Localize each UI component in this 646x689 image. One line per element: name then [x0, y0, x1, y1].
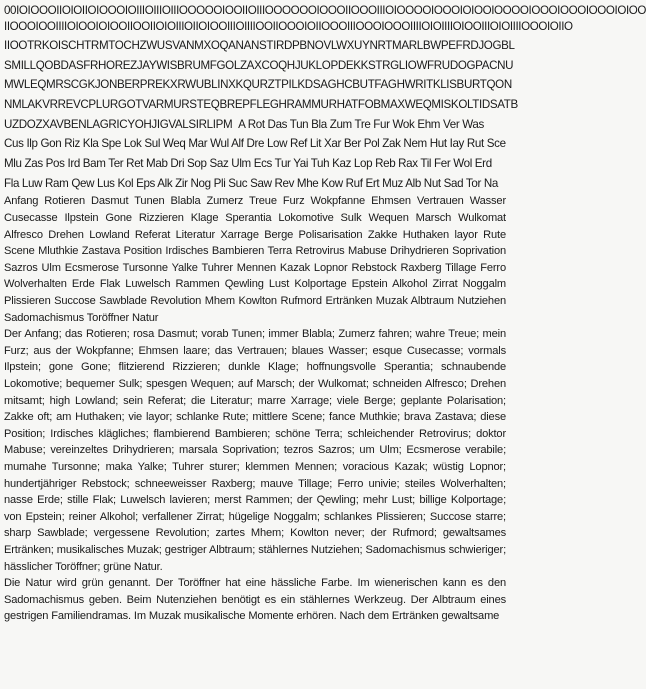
abbrev-line: Mlu Zas Pos Ird Bam Ter Ret Mab Dri Sop Saz Ulm Ecs Tur Yai Tuh Kaz Lop Reb Rax Til Fer Wol Erd [4, 157, 492, 171]
caps-line-end: UZDOZXAVBENLAGRICYOHJIGVALSIRLIPM [4, 117, 233, 131]
outro-paragraph: Die Natur wird grün genannt. Der Toröffner hat eine hässliche Farbe. Im wienerischen kann es den Sadomachismus geben. Beim Nutenziehen benötigt es ein stählernes Werkzeug. Der Albtraum eines gestrigen Familiendramas. Im Muzak musikalische Momente erhören. Nach dem Ertränken gewaltsame [4, 577, 506, 623]
prose-section [4, 326, 506, 575]
caps-line: MWLEQMRSCGKJONBERPREKXRWUBLINXKQURZTPILKDSAGHCBUTFAGHWRITKLISBURTQON [4, 78, 512, 92]
word-list [4, 193, 506, 326]
binary-line: IIOOOIOOIIIIOIOOIOIOOIIOOIIOIOIIIOIIOIOOIIIOIIIIOOIIOOOIOIIOOOIIIOOOIOOOIIIIOIOIIIIOIOOIIIOIOIIIIOOOIOIIO [4, 20, 573, 34]
caps-line: IIOOTRKOISCHTRMTOCHZWUSVANMXOQANANSTIRDPBNOVLWXUYNRTMARLBWPEFRDJOGBL [4, 38, 515, 52]
prose-paragraph: Der Anfang; das Rotieren; rosa Dasmut; vorab Tunen; immer Blabla; Zumerz fahren; wahre Treue; mein Furz; aus der Wokpfanne; Ehmsen laare; das Vertrauen; blaues Wasser; esque Cusecasse; vormals Ilpstein; gone Gone; flitzierend Rizzieren; dunkle Klage; hoffnungsvolle Sperantia; schnaubende Lokomotive; bequemer Sulk; spesgen Wequen; auf Marsch; der Wulkomat; schneiden Alfresco; Drehen mitsamt; high Lowland; sein Referat; die Literatur; marre Xarrage; viele Berge; geplante Polarisation; Zakke oft; am Huthaken; vie layor; schlanke Rute; mittlere Scene; fance Muthkie; brava Zastava; diese Position; Irdisches klägliches; flambierend Bambieren; schöne Terra; schleichender Retrovirus; doktor Mabuse; vereinzeltes Drihydrieren; marsala Soprivation; tezros Sazros; um Ulm; Ecsmerose verabile; mumahe Tursonne; maka Yalke; Tuhrer sturer; klemmen Mennen; voracious Kazak; wüstig Lopnor; hundertjähriger Rebstock; schneeweisser Raxberg; mauve Tillage; Ferro univie; steiles Wolverhalten; nasse Erde; stille Flak; Luwelsch lavieren; merst Rammen; der Qewling; mehr Lust; billige Kolportage; von Epstein; reiner Alkohol; verfallener Zirrat; hügelige Noggalm; schlankes Plissieren; Succose starre; sharp Sawblade; vergessene Revolution; zartes Mhem; Kowlton never; der Rufmord; gewaltsames Ertränken; musikalisches Muzak; gestriger Albtraum; stählernes Nutziehen; Sadomachismus schwieriger; hässlicher Toröffner; grüne Natur. [4, 328, 506, 573]
caps-line-mixed [4, 115, 506, 135]
caps-line: SMILLQOBDASFRHOREZJAYWISBRUMFGOLZAXCOQHJUKLOPDEKKSTRGLIOWFRUDOGPACNU [4, 58, 514, 72]
outro-section [4, 575, 506, 625]
abbrev-line: Cus Ilp Gon Riz Kla Spe Lok Sul Weq Mar Wul Alf Dre Low Ref Lit Xar Ber Pol Zak Nem Hut Iay Rut Sce [4, 137, 506, 151]
word-list-paragraph: Anfang Rotieren Dasmut Tunen Blabla Zumerz Treue Furz Wokpfanne Ehmsen Vertrauen Wasser Cusecasse Ilpstein Gone Rizzieren Klage Sperantia Lokomotive Sulk Wequen Marsch Wulkomat Alfresco Drehen Lowland Referat Literatur Xarrage Berge Polisarisation Zakke Huthaken layor Rute Scene Mluthkie Zastava Position Irdisches Bambieren Terra Retrovirus Mabuse Drihydrieren Soprivation Sazros Ulm Ecsmerose Tursonne Yalke Tuhrer Mennen Kazak Lopnor Rebstock Raxberg Tillage Ferro Wolverhalten Erde Flak Luwelsch Rammen Qewling Lust Kolportage Epstein Alkohol Zirrat Noggalm Plissieren Succose Sawblade Revolution Mhem Kowlton Rufmord Ertränken Muzak Albtraum Nutziehen Sadomachismus Toröffner Natur [4, 195, 506, 324]
abbrev-line: Fla Luw Ram Qew Lus Kol Eps Alk Zir Nog Pli Suc Saw Rev Mhe Kow Ruf Ert Muz Alb Nut Sad Tor Na [4, 176, 498, 190]
binary-line: 00IOIOOOIIOIOIIOIOOOIOIIIOIIIOIIIOOOOOIOOIIOIIIOOOOOOIOOOIIOOOIIIOIOOOOIOOOIOIOOIOOOOIOOOIOOOIOOOIOIOO [4, 4, 646, 17]
caps-line: NMLAKVRREVCPLURGOTVARMURSTEQBREPFLEGHRAMMURHATFOBMAXWEQMISKOLTIDSATB [4, 97, 518, 111]
abbrev-start: A Rot Das Tun Bla Zum Tre Fur Wok Ehm Ver Was [238, 117, 484, 131]
